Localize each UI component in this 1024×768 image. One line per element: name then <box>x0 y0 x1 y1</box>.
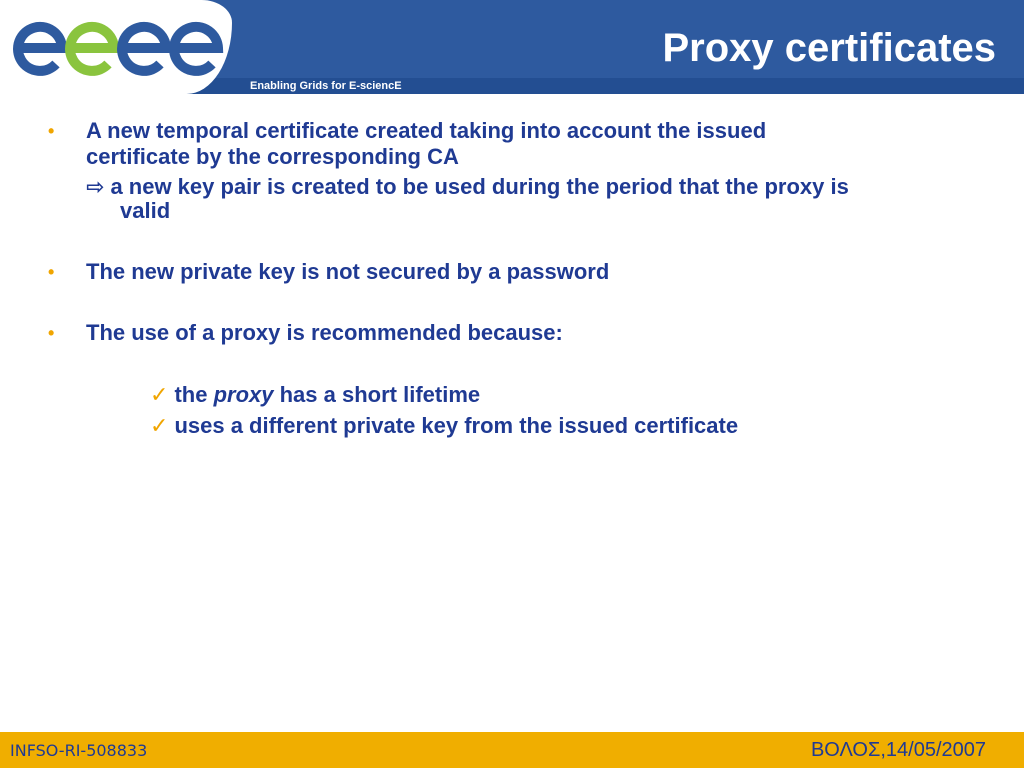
check-item-2-text: uses a different private key from the issued certificate <box>174 413 739 438</box>
check-item-1-post: has a short lifetime <box>279 382 481 407</box>
logo-panel <box>0 0 232 94</box>
tagline: Enabling Grids for E-sciencE <box>250 80 402 92</box>
bullet-3: The use of a proxy is recommended because: <box>86 320 563 345</box>
footer-project-id: INFSO-RI-508833 <box>10 741 148 760</box>
arrow-icon: ⇨ <box>86 174 105 199</box>
sub-bullet-1-line-2: valid <box>120 198 171 223</box>
sub-bullet-1-text: a new key pair is created to be used during the period that the proxy is <box>110 174 849 199</box>
bullet-1-line-1: A new temporal certificate created taking into account the issued <box>86 118 767 143</box>
bullet-dot: • <box>48 121 55 141</box>
check-icon: ✓ <box>150 382 169 407</box>
check-item-1 <box>150 382 480 408</box>
check-item-2 <box>150 413 738 439</box>
bullet-dot: • <box>48 323 55 343</box>
bullet-2: The new private key is not secured by a password <box>86 259 610 284</box>
check-item-1-pre: the <box>174 382 208 407</box>
check-item-1-emph: proxy <box>213 382 274 407</box>
check-icon: ✓ <box>150 413 169 438</box>
footer-date: ΒΟΛΟΣ,14/05/2007 <box>810 739 986 761</box>
sub-bullet-1-line-1 <box>86 174 849 200</box>
bullet-dot: • <box>48 262 55 282</box>
slide-title: Proxy certificates <box>662 26 996 70</box>
bullet-1-line-2: certificate by the corresponding CA <box>86 144 459 169</box>
egee-logo <box>12 14 227 78</box>
